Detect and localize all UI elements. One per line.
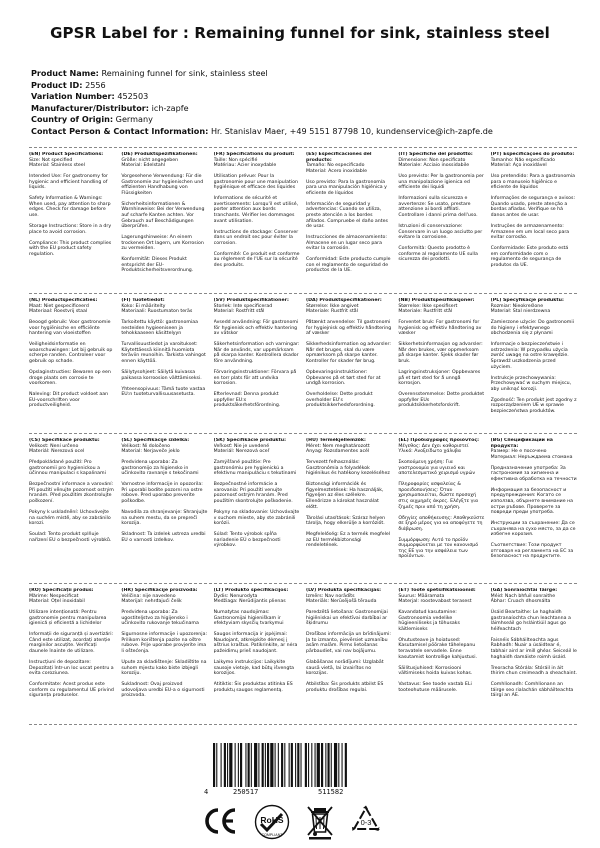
- language-heading: (IT) Specifiche del prodotto:: [398, 152, 473, 157]
- barcode-bar: [281, 743, 283, 787]
- language-heading: (RO) Specificații produs:: [29, 588, 94, 593]
- recycling-0-3-icon: [349, 805, 383, 839]
- barcode-bar: [300, 743, 301, 787]
- language-block: [306, 438, 392, 580]
- language-block: [121, 588, 207, 721]
- barcode-digit-left: 4: [204, 788, 209, 796]
- barcode-bar: [284, 743, 285, 787]
- language-text: Maat: Niet gespecificeerd Materiaal: Roestvrij staal Beoogd gebruik: Voor gastronomie voor hygiënische en efficiënte hantering van vloeistoffen Veiligheidsinformatie en waarschuwingen: Let bij gebruik op scherpe randen. Controleer voor gebruik op schade. Opslaginstructies: Bewaren op een droge plaats om corrosie te voorkomen. Naleving: Dit product voldoet aan EU-voorschriften voor productveiligheid.: [29, 303, 113, 409]
- barcode-bar: [245, 743, 246, 787]
- language-text: Rozmiar: Nieokreślone Materiał: Stal nierdzewna Zamierzone użycie: Do gastronomii do higieny i efektywnego obchodzenia się z płynami Informacje o bezpieczeństwie i ostrzeżenia: W przypadku użycia zwróć uwagę na ostre krawędzie. Sprawdź uszkodzenia przed użyciem. Instrukcje przechowywania: Przechowywać w suchym miejscu, aby uniknąć korozji. Zgodność: Ten produkt jest zgodny z rozporządzeniem UE w sprawie bezpieczeństwa produktów.: [490, 303, 577, 414]
- language-block: [121, 438, 207, 580]
- language-block: [214, 438, 300, 580]
- page-title: GPSR Label for : Remaining funnel for sink, stainless steel: [50, 24, 550, 42]
- language-block: [214, 298, 300, 430]
- barcode-bar: [265, 743, 266, 787]
- barcode-bar: [291, 743, 293, 787]
- language-row: [29, 434, 577, 583]
- divider: [29, 724, 577, 725]
- barcode-group-1: 250517: [233, 788, 259, 796]
- barcode-bar: [270, 743, 273, 787]
- language-text: Størrelse: Ikke spesifisert Materiale: Rustfritt stål Forventet bruk: For gastronomi for hygienisk og effektiv håndtering av væsker Sikkerhetsinformasjon og advarsler: Når den brukes, vær oppmerksom på skarpe kanter. Sjekk skader før bruk. Lagringsinstruksjoner: Oppbevares på et tørt sted for å unngå korrosjon. Overensstemmelse: Dette produktet oppfyller EUs produktsikkerhetsforskrift.: [398, 303, 485, 409]
- language-block: [491, 438, 577, 580]
- country-of-origin: Germany: [115, 114, 153, 125]
- language-heading: (ET) Toote spetsifikatsioonid:: [398, 588, 476, 593]
- barcode-bar: [224, 743, 226, 787]
- language-block: [491, 588, 577, 721]
- product-info: [31, 68, 493, 138]
- language-block: [491, 152, 577, 290]
- barcode-bar: [342, 743, 343, 787]
- language-heading: (EN) Product Specifications:: [29, 152, 104, 157]
- barcode-bar: [254, 743, 257, 787]
- barcode-bar: [321, 743, 323, 787]
- language-text: Méret: Nem meghatározott Anyag: Rozsdamentes acél Tervezett felhasználás: Gasztronómia a folyadékok higiénikus és hatékony kezeléséhez Biztonsági információk és figyelmeztetések: Ha használják, figyeljen az éles szélekre. Ellenőrizze a károkat használat előtt. Tárolási utasítások: Száraz helyen tárolja, hogy elkerülje a korróziót. Megfelelőség: Ez a termék megfelel az EU termékbiztonsági rendeletének.: [306, 443, 391, 549]
- product-name: Remaining funnel for sink, stainless steel: [101, 68, 268, 78]
- language-heading: (HU) Termékjellemzők:: [306, 438, 366, 443]
- barcode-bar: [311, 743, 312, 787]
- language-block: [398, 588, 484, 721]
- language-heading: (PL) Specyfikacje produktu:: [490, 298, 564, 303]
- variation-label: Variation Number:: [31, 91, 115, 102]
- language-text: Größe: nicht angegeben Material: Edelstahl Vorgesehene Verwendung: Für die Gastronomie zur hygienischen und effizienten Handhabung von Flüssigkeiten Sicherheitsinformationen & Warnhinweise: Bei der Verwendung auf scharfe Kanten achten. Vor Gebrauch auf Beschädigungen überprüfen. Lagerungshinweise: An einem trockenen Ort lagern, um Korrosion zu vermeiden. Konformität: Dieses Produkt entspricht der EU-Produktsicherheitsverordnung.: [121, 157, 205, 274]
- language-text: Størrelse: Ikke angivet Materiale: Rustfrit stål Påtænkt anvendelse: Til gastronomi for hygiejnisk og effektiv håndtering af væsker Sikkerhedsinformation og advarsler: Når det bruges, skal du være opmærksom på skarpe kanter. Kontroller for skader før brug. Opbevaringsinstruktioner: Opbevares på et tørt sted for at undgå korrosion. Overholdelse: Dette produkt overholder EU's produktsikkerhedsforordning.: [306, 303, 392, 409]
- barcode-bar: [267, 743, 269, 787]
- language-block: [398, 298, 484, 430]
- language-text: Méid: Nach bhfuil sonraithe Ábhar: Cruach dhosmálta Úsáid Beartaithe: Le haghaidh gastranaíochta chun leachtanna a láimhseáil go hsláintiúil agus go héifeachtach Faisnéis Sábháilteachta agus Rabhadh: Nuair a úsáidtear é, tabhair aird ar imill ghéar. Seiceáil le haghaidh damáiste roimh úsáid. Treoracha Stórála: Stóráil in áit thirim chun creimeadh a sheachaint. Comhlíonadh: Comhlíonann an táirge seo rialachán sábháilteachta táirgí an AE.: [490, 593, 577, 699]
- language-text: Size: Not specified Material: Stainless steel Intended Use: For gastronomy for hygienic and efficient handling of liquids. Safety Information & Warnings: When used, pay attention to sharp edges. Check for damage before use. Storage Instructions: Store in a dry place to avoid corrosion. Compliance: This product complies with the EU product safety regulation.: [29, 157, 112, 257]
- language-row: [29, 294, 577, 433]
- language-block: [29, 588, 115, 721]
- language-row: [29, 148, 577, 293]
- language-heading: (SK) Špecifikácie produktu:: [213, 438, 286, 443]
- barcode-bar: [305, 743, 307, 787]
- language-grid: [29, 147, 577, 725]
- language-heading: (LV) Produkta specifikācijas:: [306, 588, 381, 593]
- barcode-bar: [295, 743, 296, 787]
- language-block: [306, 152, 392, 290]
- language-heading: (BG) Спецификации на продукта:: [490, 438, 553, 449]
- language-heading: (SV) Produktspecifikationer:: [213, 298, 289, 303]
- language-heading: (DE) Produktspezifikationen:: [121, 152, 198, 157]
- ean-barcode: [213, 743, 393, 787]
- language-heading: (LT) Produkto specifikacijos:: [213, 588, 289, 593]
- rohs-label: RoHS: [260, 815, 284, 825]
- language-heading: (ES) Especificaciones del producto:: [306, 152, 372, 163]
- barcode-bar: [278, 743, 279, 787]
- barcode-bar: [325, 743, 326, 787]
- barcode-bar: [317, 743, 320, 787]
- variation-number: 452503: [117, 91, 149, 102]
- barcode-bar: [345, 743, 347, 787]
- language-heading: (FI) Tuotetiedot:: [121, 298, 165, 303]
- language-text: Izmērs: Nav norādīts Materiāls: Nerūsējošā tērauda Paredzētā lietošana: Gastronomijai higiēniskai un efektīvai darbībai ar šķidrumu Drošības informācija un brīdinājumi: Ja to izmanto, pievērsiet uzmanību asām malām. Pirms lietošanas pārbaudiet, vai nav bojājumu. Glabāšanas norādījumi: Uzglabāt sausā vietā, lai izvairītos no korozijas. Atbilstība: Šis produkts atbilst ES produktu drošības regulai.: [306, 593, 391, 693]
- language-heading: (DA) Produktspecifikationer:: [306, 298, 382, 303]
- barcode-bar: [248, 743, 250, 787]
- recycling-code: 0-3: [360, 818, 372, 827]
- barcode-bar: [308, 743, 309, 787]
- language-text: Suurus: Määramata Materjal: roostevabast terasest Kavandatud kasutamine: Gastronoomia vedelike hügieeniliseks ja tõhusaks käitlemiseks Ohutusteave ja hoiatused: Kasutamisel pöörake tähelepanu teravatele servadele. Enne kasutamist kontrollige kahjustusi. Säilitusjuhised: Korrosiooni vältimiseks hoida kuivas kohas. Vastavus: See toode vastab ELi tooteohutuse määrusele.: [398, 593, 478, 693]
- language-text: Veličina: nije navedeno Materijal: nehrđajući čelik Predviđena uporaba: Za ugostiteljstvo za higijensko i učinkovito rukovanje tekućinama Sigurnosne informacije i upozorenja: Prilikom korištenja pazite na oštre rubove. Prije uporabe provjerite ima li oštećenja. Upute za skladištenje: Skladištite na suhom mjestu kako biste izbjegli koroziju. Sukladnost: Ovaj proizvod udovoljava uredbi EU-a o sigurnosti proizvoda.: [121, 593, 208, 699]
- language-heading: (HR) Specifikacije proizvoda:: [121, 588, 198, 593]
- barcode-bar: [275, 743, 276, 787]
- barcode-bar: [327, 743, 329, 787]
- manufacturer-label: Manufacturer/Distributor:: [31, 102, 150, 113]
- rohs-sublabel: COMPLIANT: [261, 833, 283, 837]
- language-block: [121, 298, 207, 430]
- contact-label: Contact Person & Contact Information:: [31, 125, 209, 136]
- language-text: Dydis: Nenurodyta Medžiaga: Nerūdijantis plienas Numatytas naudojimas: Gastronomijai higieniškam ir efektyviam skysčių tvarkymui Saugos informacija ir įspėjimai: Naudojant, atkreipkite dėmesį į aštrius kraštus. Patikrinkite, ar nėra pažeidimų prieš naudojant. Laikymo instrukcijos: Laikykite sausoje vietoje, kad būtų išvengta korozijos. Atitiktis: Šis produktas atitinka ES produktų saugos reglamentą.: [213, 593, 298, 693]
- language-block: [214, 588, 300, 721]
- language-text: Veľkosť: Nie je uvedené Materiál: Nerezová oceľ Zamýšľané použitie: Pre gastronómiu pre hygienickú a efektívnu manipuláciu s tekutinami Bezpečnostné informácie a varovania: Pri použití venujte pozornosť ostrým hranám. Pred použitím skontrolujte poškodenie. Pokyny na skladovanie: Uchovávajte v suchom mieste, aby ste zabránili korózii. Súlad: Tento výrobok spĺňa nariadenie EÚ o bezpečnosti výrobkov.: [213, 443, 300, 549]
- barcode-bar: [229, 743, 232, 787]
- language-block: [306, 298, 392, 430]
- language-text: Dimensione: Non specificato Materiale: Acciaio inossidabile Uso previsto: Per la gastronomia per una manipolazione igienica ed efficiente dei liquidi Informazioni sulla sicurezza e avvertenze: Se usato, prestare attenzione ai bordi affilati. Controllare i danni prima dell'uso. Istruzioni di conservazione: Conservare in un luogo asciutto per evitare la corrosione. Conformità: Questo prodotto è conforme al regolamento UE sulla sicurezza dei prodotti.: [398, 157, 484, 263]
- language-heading: (PT) Especificações do produto:: [490, 152, 575, 157]
- language-block: [306, 588, 392, 721]
- language-heading: (NL) Productspecificaties:: [29, 298, 98, 303]
- barcode-bar: [338, 743, 339, 787]
- language-text: Tamaño: No especificado Material: Acero inoxidable Uso previsto: Para la gastronomía para una manipulación higiénica y eficiente de líquidos Información de seguridad y advertencias: Cuando se utiliza, preste atención a los bordes afilados. Compruebe el daño antes de usar. Instrucciones de almacenamiento: Almacene en un lugar seco para evitar la corrosión. Conformidad: Este producto cumple con el reglamento de seguridad de productos de la UE.: [306, 163, 391, 274]
- language-text: Storlek: Inte specificerad Material: Rostfritt stål Avsedd användning: För gastronomi för hygienisk och effektiv hantering av vätskor Säkerhetsinformation och varningar: När de används, var uppmärksam på skarpa kanter. Kontrollera skador före användning. Förvaringsinstruktioner: Förvara på en torr plats för att undvika korrosion. Efterlevnad: Denna produkt uppfyller EU:s produktsäkerhetsförordning.: [213, 303, 300, 409]
- barcode-group-2: 511582: [318, 788, 344, 796]
- barcode-bar: [221, 743, 222, 787]
- language-block: [121, 152, 207, 290]
- language-heading: (SL) Specifikacije izdelka:: [121, 438, 190, 443]
- language-heading: (FR) Spécifications du produit:: [213, 152, 295, 157]
- language-heading: (CS) Specifikace produktu:: [29, 438, 100, 443]
- rohs-compliant-icon: [254, 804, 290, 840]
- language-block: [214, 152, 300, 290]
- language-heading: (GA) Sonraíochtaí Táirge:: [490, 588, 558, 593]
- contact-info: Hr. Stanislav Maer, +49 5151 87798 10, kundenservice@ich-zapfe.de: [210, 125, 493, 136]
- barcode-bar: [262, 743, 264, 787]
- barcode-bar: [227, 743, 228, 787]
- language-heading: (EL) Προδιαγραφές προϊόντος:: [398, 438, 480, 443]
- language-block: [29, 438, 115, 580]
- language-text: Taille: Non spécifié Matériau: Acier inoxydable Utilisation prévue: Pour la gastronomie pour une manipulation hygiénique et efficace des liquides Informations de sécurité et avertissements: Lorsqu'il est utilisé, porter attention aux bords tranchants. Vérifier les dommages avant utilisation. Instructions de stockage: Conserver dans un endroit sec pour éviter la corrosion. Conformité: Ce produit est conforme au règlement de l'UE sur la sécurité des produits.: [213, 157, 300, 268]
- language-text: Koko: Ei määritelty Materiaali: Ruostumaton teräs Tarkoitettu käyttö: gastronomiaa nesteiden hygieeniseen ja tehokkaaseen käsittelyyn Turvallisuustiedot ja varoitukset: Käytettäessä kiinnitä huomiota teräviin reunoihin. Tarkista vahingot ennen käyttöä. Säilytysohjeet: Säilytä kuivassa paikassa korroosion välttämiseksi. Yhteensopivuus: Tämä tuote vastaa EU:n tuoteturvallisuusasetusta.: [121, 303, 206, 398]
- barcode-bar: [297, 743, 299, 787]
- barcode-bar: [331, 743, 332, 787]
- language-text: Размер: Не е посочено Материал: Неръждаема стомана Предназначение употреба: За гастрономия за хигиенна и ефективна обработка на течности Информация за безопасност и предупреждения: Когато се използва, обърнете внимание на остри ръбове. Проверете за повреди преди употреба. Инструкции за съхранение: Да се съхранява на сухо място, за да се избегне корозия. Съответствие: Този продукт отговаря на регламента на ЕС за безопасност на продуктите.: [490, 449, 577, 560]
- language-block: [491, 298, 577, 430]
- country-label: Country of Origin:: [31, 114, 114, 125]
- barcode-bar: [235, 743, 236, 787]
- barcode-bar: [289, 743, 290, 787]
- language-heading: (NB) Produktspesifikasjoner:: [398, 298, 475, 303]
- language-row: [29, 584, 577, 724]
- barcode-bar: [240, 743, 242, 787]
- weee-crossed-bin-icon: [305, 804, 335, 840]
- barcode-bar: [213, 743, 215, 787]
- barcode-bar: [334, 743, 337, 787]
- barcode-bar: [251, 743, 252, 787]
- language-text: Tamanho: Não especificado Material: Aço inoxidável Uso pretendido: Para a gastronomia para o manuseio higiênico e eficiente de líquidos Informações de segurança e avisos: Quando usado, preste atenção a bordas afiadas. Verifique se há danos antes de usar. Instruções de armazenamento: Armazene em um local seco para evitar corrosão. Conformidade: Este produto está em conformidade com o regulamento de segurança de produtos da UE.: [490, 157, 576, 268]
- language-text: Velikost: Není určeno Materiál: Nerezová ocel Předpokládané použití: Pro gastronomii pro hygienickou a účinnou manipulaci s kapalinami Bezpečnostní informace a varování: Při použití věnujte pozornost ostrým hranám. Před použitím zkontrolujte poškození. Pokyny k uskladnění: Uchovávejte na suchém místě, aby se zabránilo korozi. Soulad: Tento produkt splňuje nařízení EU o bezpečnosti výrobků.: [29, 443, 114, 543]
- language-block: [398, 152, 484, 290]
- language-block: [29, 298, 115, 430]
- barcode-bar: [315, 743, 316, 787]
- barcode-bar: [216, 743, 217, 787]
- barcode-bar: [238, 743, 239, 787]
- manufacturer: ich-zapfe: [151, 102, 189, 113]
- language-text: Μέγεθος: Δεν έχει καθοριστεί Υλικό: Ανοξείδωτο χάλυβα Σκοπούμενη χρήση: Για γαστρονομία για υγιεινό και αποτελεσματικό χειρισμό υγρών Πληροφορίες ασφαλείας & προειδοποιήσεις: Όταν χρησιμοποιείται, δώστε προσοχή στις αιχμηρές άκρες. Ελέγξτε για ζημιές πριν από τη χρήση. Οδηγίες αποθήκευσης: Αποθηκεύστε σε ξηρό μέρος για να αποφύγετε τη διάβρωση. Συμμόρφωση: Αυτό το προϊόν συμμορφώνεται με τον κανονισμό της ΕΕ για την ασφάλεια των προϊόντων.: [398, 443, 485, 560]
- certification-icons: [0, 804, 600, 840]
- barcode-bar: [258, 743, 259, 787]
- language-block: [29, 152, 115, 290]
- language-block: [398, 438, 484, 580]
- product-id: 2556: [85, 79, 106, 90]
- language-text: Mărime: Nespecificat Material: Oțel inoxidabil Utilizare intenționată: Pentru gastronomie pentru manipularea igienică și eficientă a lichidelor Informații de siguranță și avertizări: Când este utilizat, acordați atenție marginilor ascuțite. Verificați daunele înainte de utilizare. Instrucțiuni de depozitare: Depozitați într-un loc uscat pentru a evita coroziunea. Conformitate: Acest produs este conform cu regulamentul UE privind siguranța produselor.: [29, 593, 114, 699]
- product-id-label: Product ID:: [31, 79, 83, 90]
- language-text: Velikost: Ni določeno Material: Nerjaveče jeklo Predvidena uporaba: Za gastronomijo za higiensko in učinkovito ravnanje s tekočinami Varnostne informacije in opozorila: Pri uporabi bodite pozorni na ostre robove. Pred uporabo preverite poškodbe. Navodila za shranjevanje: Shranjujte na suhem mestu, da se preprečí korozija. Skladnost: Ta izdelek ustreza uredbi EU o varnosti izdelkov.: [121, 443, 208, 543]
- product-name-label: Product Name:: [31, 68, 99, 78]
- ce-mark-icon: [203, 806, 237, 836]
